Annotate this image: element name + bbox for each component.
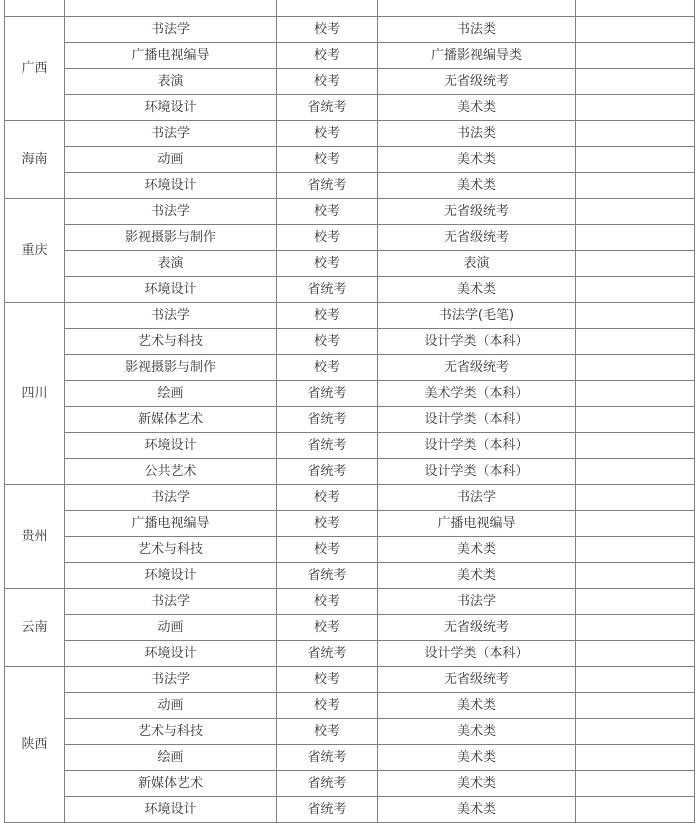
table-row [5,615,695,641]
category-cell: 美术类 [378,771,576,797]
category-cell: 美术类 [378,745,576,771]
empty-cell [576,69,695,95]
table-row [5,407,695,433]
empty-cell [576,667,695,693]
table-row [5,771,695,797]
major-cell: 广播电视编导 [65,511,277,537]
enrollment-table [4,0,695,823]
empty-cell [576,459,695,485]
table-row [5,485,695,511]
empty-cell [576,199,695,225]
category-cell: 无省级统考 [378,615,576,641]
exam-type-cell: 省统考 [277,381,378,407]
empty-cell [576,641,695,667]
exam-type-cell: 省统考 [277,407,378,433]
empty-cell [576,303,695,329]
empty-cell [576,355,695,381]
table-row [5,147,695,173]
category-cell: 书法类 [378,17,576,43]
province-cell: 陕西 [5,667,65,823]
table-row [5,251,695,277]
major-cell: 书法学 [65,485,277,511]
exam-type-cell: 校考 [277,355,378,381]
province-cell: 海南 [5,121,65,199]
major-cell: 书法学 [65,17,277,43]
major-cell: 艺术与科技 [65,537,277,563]
exam-type-cell: 省统考 [277,771,378,797]
empty-cell [576,147,695,173]
table-row [5,667,695,693]
category-cell: 书法学 [378,589,576,615]
table-row [5,641,695,667]
table-row [5,173,695,199]
enrollment-table-body [5,0,695,823]
exam-type-cell: 校考 [277,537,378,563]
category-cell: 书法类 [378,121,576,147]
exam-type-cell: 校考 [277,121,378,147]
empty-cell [576,17,695,43]
empty-cell [576,537,695,563]
table-row [5,563,695,589]
empty-cell [576,121,695,147]
table-row [5,719,695,745]
exam-type-cell: 校考 [277,329,378,355]
exam-type-cell: 省统考 [277,797,378,823]
category-cell: 书法学 [378,485,576,511]
category-cell: 无省级统考 [378,355,576,381]
table-row [5,745,695,771]
category-cell: 美术学类（本科） [378,381,576,407]
category-cell: 美术类 [378,277,576,303]
category-cell: 美术类 [378,95,576,121]
category-cell: 设计学类（本科） [378,407,576,433]
major-cell: 书法学 [65,303,277,329]
table-row [5,329,695,355]
category-cell: 书法学(毛笔) [378,303,576,329]
category-cell: 美术类 [378,797,576,823]
table-row [5,459,695,485]
table-row [5,277,695,303]
table-row [5,511,695,537]
empty-cell [576,225,695,251]
table-row [5,303,695,329]
major-cell: 环境设计 [65,173,277,199]
major-cell: 环境设计 [65,641,277,667]
major-cell: 影视摄影与制作 [65,225,277,251]
major-cell: 书法学 [65,667,277,693]
empty-cell [576,329,695,355]
category-cell: 广播电视编导 [378,511,576,537]
empty-cell [576,589,695,615]
table-row [5,0,695,17]
empty-cell [576,563,695,589]
category-cell: 美术类 [378,693,576,719]
empty-cell [576,693,695,719]
major-cell: 动画 [65,615,277,641]
category-cell: 设计学类（本科） [378,433,576,459]
category-cell: 无省级统考 [378,199,576,225]
major-cell: 环境设计 [65,563,277,589]
exam-type-cell: 校考 [277,511,378,537]
table-row [5,199,695,225]
exam-type-cell: 校考 [277,667,378,693]
empty-cell [576,719,695,745]
category-cell: 美术类 [378,563,576,589]
exam-type-cell: 省统考 [277,95,378,121]
empty-cell [576,797,695,823]
major-cell: 艺术与科技 [65,329,277,355]
category-cell: 无省级统考 [378,69,576,95]
empty-cell [576,173,695,199]
empty-cell [576,771,695,797]
exam-type-cell: 省统考 [277,459,378,485]
province-cell [5,0,65,17]
exam-type-cell: 校考 [277,225,378,251]
category-cell: 设计学类（本科） [378,641,576,667]
empty-cell [576,277,695,303]
empty-cell [576,381,695,407]
category-cell: 美术类 [378,719,576,745]
table-row [5,355,695,381]
exam-type-cell: 校考 [277,589,378,615]
table-row [5,69,695,95]
category-cell: 设计学类（本科） [378,329,576,355]
major-cell: 环境设计 [65,433,277,459]
exam-type-cell: 省统考 [277,563,378,589]
province-cell: 广西 [5,17,65,121]
empty-cell [576,615,695,641]
category-cell: 无省级统考 [378,225,576,251]
empty-cell [576,0,695,17]
exam-type-cell: 校考 [277,693,378,719]
table-row [5,95,695,121]
category-cell: 表演 [378,251,576,277]
province-cell: 云南 [5,589,65,667]
empty-cell [576,43,695,69]
province-cell: 四川 [5,303,65,485]
table-row [5,381,695,407]
exam-type-cell: 校考 [277,199,378,225]
major-cell: 书法学 [65,199,277,225]
category-cell [378,0,576,17]
major-cell: 动画 [65,693,277,719]
empty-cell [576,251,695,277]
major-cell: 公共艺术 [65,459,277,485]
table-row [5,797,695,823]
major-cell: 艺术与科技 [65,719,277,745]
major-cell: 书法学 [65,589,277,615]
major-cell: 表演 [65,69,277,95]
empty-cell [576,745,695,771]
category-cell: 美术类 [378,147,576,173]
major-cell: 环境设计 [65,277,277,303]
exam-type-cell: 省统考 [277,433,378,459]
major-cell: 书法学 [65,121,277,147]
exam-type-cell: 校考 [277,615,378,641]
exam-type-cell: 校考 [277,719,378,745]
exam-type-cell: 校考 [277,43,378,69]
major-cell: 绘画 [65,381,277,407]
empty-cell [576,511,695,537]
table-row [5,537,695,563]
category-cell: 美术类 [378,537,576,563]
category-cell: 设计学类（本科） [378,459,576,485]
category-cell: 无省级统考 [378,667,576,693]
table-row [5,225,695,251]
empty-cell [576,95,695,121]
exam-type-cell: 校考 [277,17,378,43]
table-row [5,121,695,147]
province-cell: 重庆 [5,199,65,303]
major-cell: 环境设计 [65,797,277,823]
major-cell: 动画 [65,147,277,173]
table-row [5,589,695,615]
category-cell: 广播影视编导类 [378,43,576,69]
empty-cell [576,485,695,511]
major-cell: 表演 [65,251,277,277]
major-cell: 广播电视编导 [65,43,277,69]
exam-type-cell: 校考 [277,303,378,329]
province-cell: 贵州 [5,485,65,589]
exam-type-cell: 省统考 [277,745,378,771]
table-row [5,693,695,719]
exam-type-cell: 省统考 [277,641,378,667]
empty-cell [576,407,695,433]
exam-type-cell: 校考 [277,485,378,511]
empty-cell [576,433,695,459]
major-cell: 新媒体艺术 [65,771,277,797]
exam-type-cell [277,0,378,17]
major-cell [65,0,277,17]
exam-type-cell: 校考 [277,69,378,95]
exam-type-cell: 校考 [277,147,378,173]
exam-type-cell: 省统考 [277,277,378,303]
major-cell: 绘画 [65,745,277,771]
major-cell: 影视摄影与制作 [65,355,277,381]
table-row [5,17,695,43]
major-cell: 新媒体艺术 [65,407,277,433]
category-cell: 美术类 [378,173,576,199]
exam-type-cell: 校考 [277,251,378,277]
major-cell: 环境设计 [65,95,277,121]
table-row [5,433,695,459]
table-row [5,43,695,69]
exam-type-cell: 省统考 [277,173,378,199]
